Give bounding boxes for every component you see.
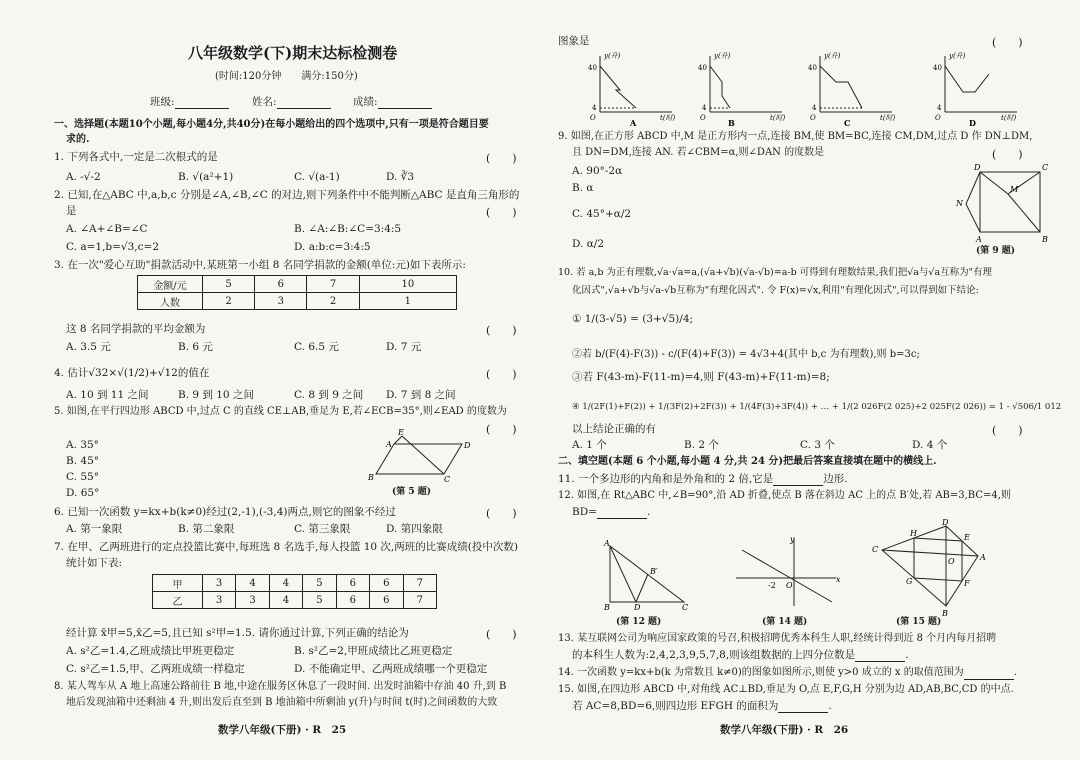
- q2-option-d: D. a:b:c=3:4:5: [294, 241, 371, 253]
- svg-text:N: N: [956, 199, 963, 208]
- q15-answer-blank[interactable]: [778, 702, 828, 713]
- q4-stem: 4. 估计√32×√(1/2)+√12的值在: [54, 367, 210, 379]
- table-cell: 7: [403, 575, 437, 592]
- q7-option-d: D. 不能确定甲、乙两班成绩哪一个更稳定: [294, 663, 488, 675]
- q5-answer-paren: ( ): [486, 423, 517, 436]
- table-cell: 1: [359, 293, 456, 310]
- table-cell: 3: [202, 592, 235, 609]
- table-cell: 人数: [138, 293, 203, 310]
- exam-title: 八年级数学(下)期末达标检测卷: [188, 44, 398, 62]
- q10-stem: 10. 若 a,b 为正有理数,√a·√a=a,(√a+√b)(√a-√b)=a-b 可得到有理数结果,我们把√a与√a互称为"有理: [558, 267, 993, 278]
- q12-triangle-figure: [602, 540, 702, 610]
- q5-option-a: A. 35°: [66, 439, 99, 451]
- table-cell: 4: [236, 575, 269, 592]
- svg-text:A: A: [976, 235, 982, 244]
- svg-text:O: O: [935, 114, 941, 122]
- q9-square-figure: [958, 164, 1048, 244]
- svg-text:D: D: [464, 441, 471, 450]
- q4-option-d: D. 7 到 8 之间: [386, 389, 456, 401]
- table-cell: 10: [359, 276, 456, 293]
- q8-stem-cont-2: 图象是: [558, 35, 590, 47]
- q5-option-d: D. 65°: [66, 487, 100, 499]
- svg-text:H: H: [910, 529, 917, 538]
- svg-text:A: A: [980, 553, 986, 562]
- svg-text:4: 4: [702, 104, 707, 112]
- svg-text:C: C: [444, 475, 451, 484]
- q1-option-b: B. √(a²+1): [178, 171, 234, 183]
- table-row: [153, 575, 437, 592]
- q8-answer-paren: ( ): [992, 36, 1023, 49]
- svg-text:O: O: [700, 114, 706, 122]
- name-field: 姓名:: [252, 95, 331, 109]
- q8-graph-b: [698, 52, 790, 128]
- svg-text:4: 4: [592, 104, 597, 112]
- q7-scores-table: [152, 574, 437, 609]
- q6-stem: 6. 已知一次函数 y=kx+b(k≠0)经过(2,-1),(-3,4)两点,则它的图象不经过: [54, 506, 396, 518]
- q10-option-a: A. 1 个: [572, 439, 607, 451]
- table-row: [138, 276, 457, 293]
- q7-stem: 7. 在甲、乙两班进行的定点投篮比赛中,每班选 8 名选手,每人投篮 10 次,两班的比赛成绩(投中次数): [54, 541, 518, 553]
- svg-text:B: B: [1042, 235, 1048, 244]
- svg-text:B: B: [368, 473, 374, 482]
- table-cell: 6: [255, 276, 307, 293]
- svg-text:4: 4: [812, 104, 817, 112]
- svg-text:B′: B′: [650, 567, 658, 576]
- svg-text:M: M: [1010, 185, 1019, 194]
- svg-text:E: E: [398, 428, 404, 437]
- q4-answer-paren: ( ): [486, 368, 517, 381]
- table-cell: 5: [203, 276, 255, 293]
- svg-text:O: O: [810, 114, 816, 122]
- q4-option-c: C. 8 到 9 之间: [294, 389, 364, 401]
- svg-text:C: C: [844, 118, 851, 128]
- q3-donation-table: [137, 275, 457, 310]
- svg-text:D: D: [969, 118, 976, 128]
- q3-option-b: B. 6 元: [178, 341, 213, 353]
- svg-text:-2: -2: [768, 581, 776, 590]
- table-cell: 3: [255, 293, 307, 310]
- q2-stem: 2. 已知,在△ABC 中,a,b,c 分别是∠A,∠B,∠C 的对边,则下列条件中不能判断△ABC 是直角三角形的: [54, 189, 520, 201]
- table-cell: 乙: [153, 592, 203, 609]
- q12-stem-cont: BD= .: [572, 506, 651, 518]
- table-row: [153, 592, 437, 609]
- q11-answer-blank[interactable]: [773, 475, 823, 486]
- q2-answer-paren: ( ): [486, 206, 517, 219]
- q10-option-d: D. 4 个: [912, 439, 948, 451]
- svg-text:A: A: [386, 440, 392, 449]
- table-cell: 3: [202, 575, 235, 592]
- q13-answer-blank[interactable]: [855, 651, 905, 662]
- table-cell: 7: [403, 592, 437, 609]
- q6-answer-paren: ( ): [486, 507, 517, 520]
- svg-text:D: D: [942, 518, 949, 527]
- q1-stem: 1. 下列各式中,一定是二次根式的是: [54, 151, 218, 163]
- table-cell: 甲: [153, 575, 203, 592]
- q7-answer-paren: ( ): [486, 628, 517, 641]
- svg-text:G: G: [906, 577, 913, 586]
- svg-text:x: x: [836, 575, 841, 584]
- svg-text:t(时): t(时): [770, 114, 786, 122]
- svg-text:t(时): t(时): [660, 114, 676, 122]
- table-cell: 6: [370, 592, 403, 609]
- svg-text:O: O: [590, 114, 596, 122]
- svg-text:y(升): y(升): [949, 52, 966, 60]
- q4-option-a: A. 10 到 11 之间: [66, 389, 149, 401]
- svg-text:4: 4: [937, 104, 942, 112]
- q15-quadrilateral-figure: [872, 518, 986, 618]
- q6-option-c: C. 第三象限: [294, 523, 351, 535]
- q2-option-a: A. ∠A+∠B=∠C: [66, 223, 148, 235]
- q2-option-b: B. ∠A:∠B:∠C=3:4:5: [294, 223, 402, 235]
- q3-option-d: D. 7 元: [386, 341, 422, 353]
- q14-stem: 14. 一次函数 y=kx+b(k 为常数且 k≠0)的图象如图所示,则使 y>0 成立的 x 的取值范围为 .: [558, 667, 1017, 678]
- svg-text:C: C: [682, 603, 689, 612]
- svg-text:B: B: [728, 118, 735, 128]
- table-cell: 7: [307, 276, 359, 293]
- q5-option-b: B. 45°: [66, 455, 100, 467]
- table-cell: 2: [307, 293, 359, 310]
- q8-graph-d: [933, 52, 1025, 128]
- table-cell: 4: [269, 575, 302, 592]
- table-cell: 6: [336, 575, 369, 592]
- q6-option-b: B. 第二象限: [178, 523, 235, 535]
- svg-text:B: B: [604, 603, 610, 612]
- q10-option-c: C. 3 个: [800, 439, 835, 451]
- table-cell: 2: [203, 293, 255, 310]
- right-page: [540, 0, 1080, 760]
- table-cell: 3: [236, 592, 269, 609]
- svg-text:D: D: [974, 163, 981, 172]
- svg-text:B: B: [942, 609, 948, 618]
- q13-stem-cont: 的本科生人数为:2,4,2,3,9,5,7,8,则该组数据的上四分位数是 .: [572, 649, 909, 661]
- q8-stem: 8. 某人驾车从 A 地上高速公路前往 B 地,中途在服务区休息了一段时间. 出发时油箱中存油 40 升,到 B: [54, 681, 507, 692]
- section2-header: 二、填空题(本题 6 个小题,每小题 4 分,共 24 分)把最后答案直接填在题中的横线上.: [558, 456, 937, 467]
- q1-answer-paren: ( ): [486, 152, 517, 165]
- svg-text:40: 40: [933, 64, 942, 72]
- q7-option-b: B. s²乙=2,甲班成绩比乙班更稳定: [294, 645, 453, 657]
- q3-option-c: C. 6.5 元: [294, 341, 339, 353]
- q10-stem-cont: 化因式",√a+√b与√a-√b互称为"有理化因式". 令 F(x)=√x,利用"有理化因式",可以得到如下结论:: [572, 285, 979, 296]
- table-row: [138, 293, 457, 310]
- svg-text:t(时): t(时): [1001, 114, 1017, 122]
- q9-option-c: C. 45°+α/2: [572, 208, 632, 220]
- svg-text:D: D: [634, 603, 641, 612]
- q10-stem-cont-2: 以上结论正确的有: [572, 423, 656, 435]
- section1-header: 一、选择题(本题10个小题,每小题4分,共40分)在每小题给出的四个选项中,只有一项是符合题目要: [54, 119, 489, 130]
- q9-option-a: A. 90°-2α: [572, 165, 623, 177]
- q3-stem: 3. 在一次"爱心互助"捐款活动中,某班第一小组 8 名同学捐款的金额(单位:元)如下表所示:: [54, 259, 466, 271]
- svg-text:40: 40: [698, 64, 707, 72]
- svg-text:O: O: [786, 581, 793, 590]
- table-cell: 金额/元: [138, 276, 203, 293]
- q8-graph-c: [808, 52, 900, 128]
- svg-text:y: y: [790, 535, 795, 544]
- page-footer: 数学八年级(下册) · R 26: [720, 724, 849, 736]
- q14-answer-blank[interactable]: [964, 669, 1014, 680]
- q1-option-d: D. ∛3: [386, 171, 415, 183]
- q3-answer-paren: ( ): [486, 324, 517, 337]
- q8-graph-a: [588, 52, 680, 128]
- q15-caption: (第 15 题): [896, 617, 942, 627]
- table-cell: 4: [269, 592, 302, 609]
- q3-option-a: A. 3.5 元: [66, 341, 111, 353]
- score-field: 成绩:: [353, 95, 432, 109]
- q5-stem: 5. 如图,在平行四边形 ABCD 中,过点 C 的直线 CE⊥AB,垂足为 E,若∠ECB=35°,则∠EAD 的度数为: [54, 406, 507, 417]
- q11-stem: 11. 一个多边形的内角和是外角和的 2 倍,它是 边形.: [558, 473, 848, 485]
- q14-line-graph-figure: [736, 536, 846, 606]
- q9-answer-paren: ( ): [992, 148, 1023, 161]
- svg-text:E: E: [964, 533, 970, 542]
- q9-stem-cont: 且 DN=DM,连接 AN. 若∠CBM=α,则∠DAN 的度数是: [572, 147, 825, 158]
- svg-text:F: F: [964, 579, 970, 588]
- q10-statement-2: ②若 b/(F(4)-F(3)) - c/(F(4)+F(3)) = 4√3+4(其中 b,c 为有理数),则 b=3c;: [572, 349, 920, 360]
- q8-stem-cont: 地后发现油箱中还剩油 4 升,则出发后直至到 B 地油箱中所剩油 y(升)与时间 t(时)之间函数的大致: [66, 697, 498, 708]
- q12-answer-blank[interactable]: [597, 508, 647, 519]
- q10-statement-1: ① 1/(3-√5) = (3+√5)/4;: [572, 313, 694, 325]
- q12-caption: (第 12 题): [616, 617, 662, 627]
- table-cell: 6: [370, 575, 403, 592]
- table-cell: 6: [336, 592, 369, 609]
- class-field: 班级:: [150, 95, 229, 109]
- svg-text:C: C: [1042, 163, 1049, 172]
- section1-header-cont: 求的.: [66, 134, 90, 145]
- q4-option-b: B. 9 到 10 之间: [178, 389, 254, 401]
- q6-option-a: A. 第一象限: [66, 523, 123, 535]
- q15-stem-cont: 若 AC=8,BD=6,则四边形 EFGH 的面积为 .: [572, 700, 832, 712]
- svg-text:y(升): y(升): [824, 52, 841, 60]
- q9-option-b: B. α: [572, 182, 594, 194]
- q7-option-a: A. s²乙=1.4,乙班成绩比甲班更稳定: [66, 645, 235, 657]
- q7-stem-cont-2: 经计算 x̄甲=5,x̄乙=5,且已知 s²甲=1.5. 请你通过计算,下列正确的结论为: [66, 627, 409, 639]
- svg-text:t(时): t(时): [880, 114, 896, 122]
- svg-text:y(升): y(升): [604, 52, 621, 60]
- q1-option-a: A. -√-2: [66, 171, 101, 183]
- q12-stem: 12. 如图,在 Rt△ABC 中,∠B=90°,沿 AD 折叠,使点 B 落在斜边 AC 上的点 B′处,若 AB=3,BC=4,则: [558, 490, 1011, 501]
- svg-text:y(升): y(升): [714, 52, 731, 60]
- svg-text:A: A: [630, 118, 637, 128]
- q2-stem-cont: 是: [66, 205, 77, 217]
- svg-text:O: O: [948, 557, 955, 566]
- q3-stem-cont: 这 8 名同学捐款的平均金额为: [66, 323, 206, 335]
- q13-stem: 13. 某互联网公司为响应国家政策的号召,积极招聘优秀本科生人职,经统计得到近 8 个月内每月招聘: [558, 633, 997, 644]
- q5-option-c: C. 55°: [66, 471, 99, 483]
- q7-stem-cont: 统计如下表:: [66, 557, 123, 569]
- table-cell: 5: [303, 575, 336, 592]
- svg-text:C: C: [872, 545, 879, 554]
- q9-option-d: D. α/2: [572, 238, 605, 250]
- svg-text:40: 40: [808, 64, 817, 72]
- q9-stem: 9. 如图,在正方形 ABCD 中,M 是正方形内一点,连接 BM,使 BM=BC,连接 CM,DM,过点 D 作 DN⊥DM,: [558, 131, 1033, 142]
- q14-caption: (第 14 题): [762, 617, 808, 627]
- q6-option-d: D. 第四象限: [386, 523, 443, 535]
- q1-option-c: C. √(a-1): [294, 171, 340, 183]
- q5-caption: (第 5 题): [392, 487, 432, 497]
- time-info: (时间:120分钟 满分:150分): [215, 71, 358, 82]
- q2-option-c: C. a=1,b=√3,c=2: [66, 241, 159, 253]
- q5-parallelogram-figure: [368, 428, 482, 484]
- svg-text:40: 40: [588, 64, 597, 72]
- q7-option-c: C. s²乙=1.5,甲、乙两班成绩一样稳定: [66, 663, 245, 675]
- q10-statement-4: ④ 1/(2F(1)+F(2)) + 1/(3F(2)+2F(3)) + 1/(4F(3)+3F(4)) + … + 1/(2 026F(2 025)+2 025F(2 026)) = 1 - √506/1 012: [572, 402, 1062, 412]
- q10-answer-paren: ( ): [992, 424, 1023, 437]
- q10-option-b: B. 2 个: [684, 439, 719, 451]
- page-footer: 数学八年级(下册) · R 25: [218, 724, 347, 736]
- q10-statement-3: ③若 F(43-m)-F(11-m)=4,则 F(43-m)+F(11-m)=8;: [572, 371, 830, 383]
- svg-text:A: A: [604, 539, 610, 548]
- table-cell: 5: [303, 592, 336, 609]
- q9-caption: (第 9 题): [976, 246, 1016, 256]
- q15-stem: 15. 如图,在四边形 ABCD 中,对角线 AC⊥BD,垂足为 O,点 E,F,G,H 分别为边 AD,AB,BC,CD 的中点.: [558, 684, 1014, 695]
